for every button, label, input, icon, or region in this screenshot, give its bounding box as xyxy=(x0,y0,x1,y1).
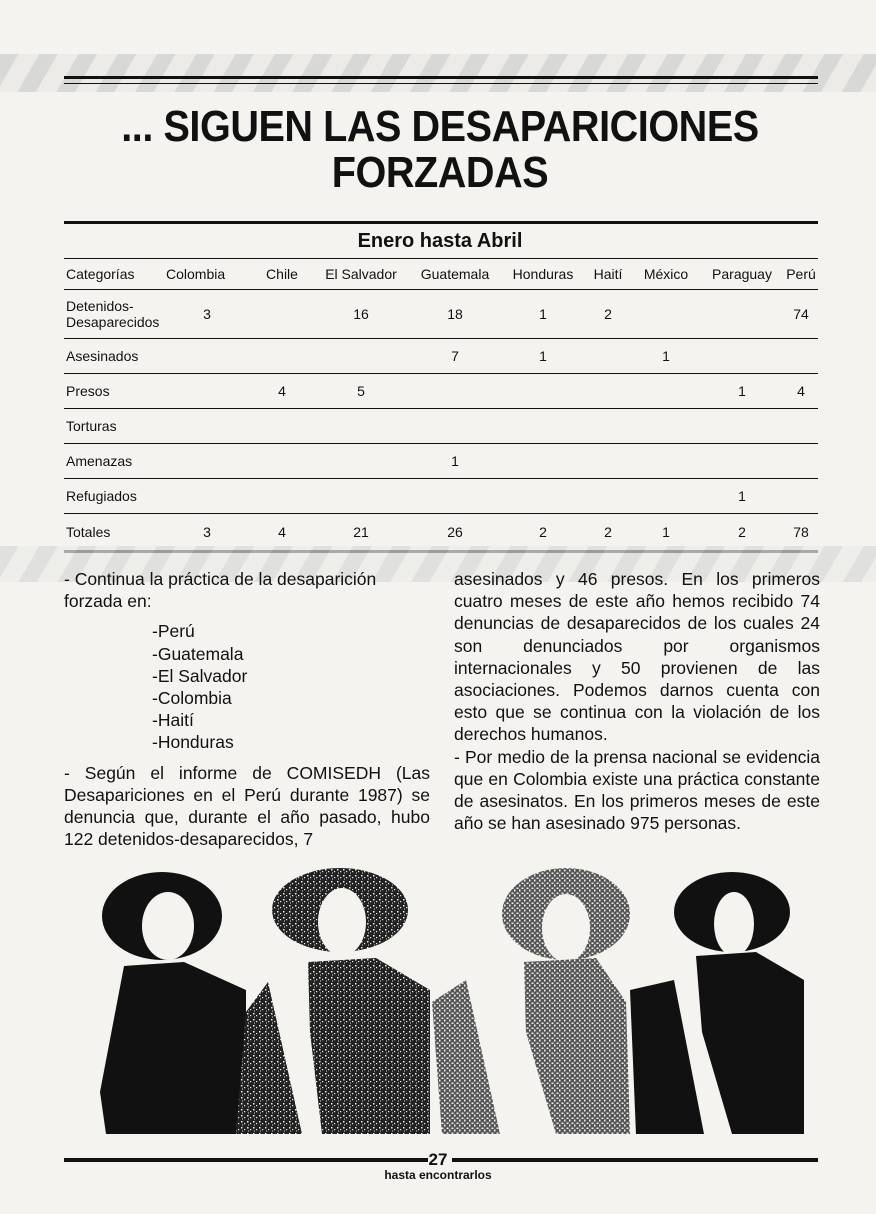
table-cell xyxy=(408,374,502,409)
country-item: -Perú xyxy=(152,621,195,642)
right-paragraph-1: asesinados y 46 presos. En los primeros cuatro meses de este año hemos recibido 74 denuncias de desaparecidos de los cuales 24 son denunciados por organismos internacionales y 50 provienen de las asociaciones. Podemos darnos cuenta con esto que se continua con la violación de los derechos humanos. xyxy=(454,569,820,745)
table-top-rule xyxy=(64,221,818,224)
row-label: Asesinados xyxy=(64,339,164,374)
table-cell: 1 xyxy=(502,290,584,339)
header-colombia: Colombia xyxy=(164,259,250,290)
header-el-salvador: El Salvador xyxy=(314,259,408,290)
table-cell: 21 xyxy=(314,514,408,552)
table-cell: 18 xyxy=(408,290,502,339)
table-cell xyxy=(784,409,818,444)
table-cell xyxy=(632,290,700,339)
table-cell xyxy=(502,479,584,514)
top-rule xyxy=(64,76,818,79)
row-label: Detenidos- Desaparecidos xyxy=(64,290,164,339)
header-categorias: Categorías xyxy=(64,259,164,290)
table-cell xyxy=(784,339,818,374)
table-cell xyxy=(250,290,314,339)
table-cell xyxy=(314,409,408,444)
table-cell: 2 xyxy=(584,514,632,552)
table-cell: 3 xyxy=(164,290,250,339)
table-cell xyxy=(250,444,314,479)
table-cell: 2 xyxy=(502,514,584,552)
table-row xyxy=(64,444,818,479)
table-cell: 1 xyxy=(502,339,584,374)
table-cell: 1 xyxy=(632,339,700,374)
country-item: -El Salvador xyxy=(152,665,248,686)
disappearances-table xyxy=(64,258,818,553)
table-cell xyxy=(632,479,700,514)
table-row xyxy=(64,290,818,339)
table-cell xyxy=(164,409,250,444)
table-cell: 2 xyxy=(584,290,632,339)
figure-1 xyxy=(100,872,302,1134)
table-cell: 1 xyxy=(700,479,784,514)
table-row xyxy=(64,479,818,514)
table-cell xyxy=(700,444,784,479)
figure-2 xyxy=(272,868,500,1134)
table-cell xyxy=(700,290,784,339)
figure-3 xyxy=(502,868,704,1134)
table-cell xyxy=(314,444,408,479)
table-cell xyxy=(164,339,250,374)
table-row xyxy=(64,374,818,409)
left-intro: - Continua la práctica de la desaparición forzada en: xyxy=(64,569,377,612)
country-item: -Haití xyxy=(152,710,194,731)
top-decorative-band xyxy=(0,54,876,92)
header-guatemala: Guatemala xyxy=(408,259,502,290)
table-cell xyxy=(584,479,632,514)
table-cell: 1 xyxy=(632,514,700,552)
table-period: Enero hasta Abril xyxy=(357,230,523,252)
table-cell: 16 xyxy=(314,290,408,339)
table-cell: 4 xyxy=(250,514,314,552)
table-cell xyxy=(584,444,632,479)
footer-rule-right xyxy=(452,1158,818,1162)
row-label: Amenazas xyxy=(64,444,164,479)
row-label: Presos xyxy=(64,374,164,409)
table-cell xyxy=(632,409,700,444)
table-cell: 1 xyxy=(700,374,784,409)
table-cell xyxy=(784,444,818,479)
table-cell xyxy=(784,479,818,514)
page-title: ... SIGUEN LAS DESAPARICIONES FORZADAS xyxy=(121,102,759,197)
table-cell xyxy=(250,339,314,374)
country-item: -Colombia xyxy=(152,688,232,709)
table-cell xyxy=(408,479,502,514)
table-cell xyxy=(584,409,632,444)
header-paraguay: Paraguay xyxy=(700,259,784,290)
table-cell xyxy=(632,444,700,479)
table-cell: 78 xyxy=(784,514,818,552)
table-cell: 4 xyxy=(784,374,818,409)
table-cell xyxy=(502,444,584,479)
table-cell xyxy=(164,374,250,409)
row-label: Refugiados xyxy=(64,479,164,514)
table-cell: 5 xyxy=(314,374,408,409)
header-haiti: Haití xyxy=(584,259,632,290)
silhouettes-illustration xyxy=(96,862,812,1134)
row-label: Totales xyxy=(64,514,164,552)
table-header-row xyxy=(64,259,818,290)
publication-name: hasta encontrarlos xyxy=(384,1168,492,1182)
table-cell xyxy=(502,374,584,409)
table-cell xyxy=(700,409,784,444)
header-mexico: México xyxy=(632,259,700,290)
country-list xyxy=(64,620,430,753)
header-chile: Chile xyxy=(250,259,314,290)
table-cell xyxy=(314,339,408,374)
country-item: -Guatemala xyxy=(152,643,244,664)
table-cell xyxy=(700,339,784,374)
table-cell xyxy=(164,444,250,479)
table-cell: 4 xyxy=(250,374,314,409)
table-cell: 1 xyxy=(408,444,502,479)
table-cell xyxy=(164,479,250,514)
table-cell xyxy=(502,409,584,444)
table-cell: 3 xyxy=(164,514,250,552)
table-cell: 7 xyxy=(408,339,502,374)
left-text-column xyxy=(64,568,430,858)
row-label: Torturas xyxy=(64,409,164,444)
table-cell xyxy=(632,374,700,409)
right-text-column xyxy=(454,568,820,842)
table-cell xyxy=(250,479,314,514)
left-paragraph: - Según el informe de COMISEDH (Las Desapariciones en el Perú durante 1987) se denuncia que, durante el año pasado, hubo 122 detenidos-desaparecidos, 7 xyxy=(64,762,430,850)
table-cell xyxy=(584,374,632,409)
header-peru: Perú xyxy=(784,259,818,290)
table-cell: 74 xyxy=(784,290,818,339)
page-number: 27 xyxy=(428,1150,448,1169)
header-honduras: Honduras xyxy=(502,259,584,290)
top-rule-thin xyxy=(64,83,818,84)
footer-rule-left xyxy=(64,1158,428,1162)
table-cell xyxy=(250,409,314,444)
table-cell xyxy=(408,409,502,444)
right-paragraph-2: - Por medio de la prensa nacional se evidencia que en Colombia existe una práctica constante de asesinatos. En los primeros meses de este año se han asesinado 975 personas. xyxy=(454,746,820,834)
country-item: -Honduras xyxy=(152,732,234,753)
table-cell xyxy=(584,339,632,374)
table-row xyxy=(64,409,818,444)
table-cell: 2 xyxy=(700,514,784,552)
table-cell: 26 xyxy=(408,514,502,552)
table-cell xyxy=(314,479,408,514)
table-row xyxy=(64,339,818,374)
